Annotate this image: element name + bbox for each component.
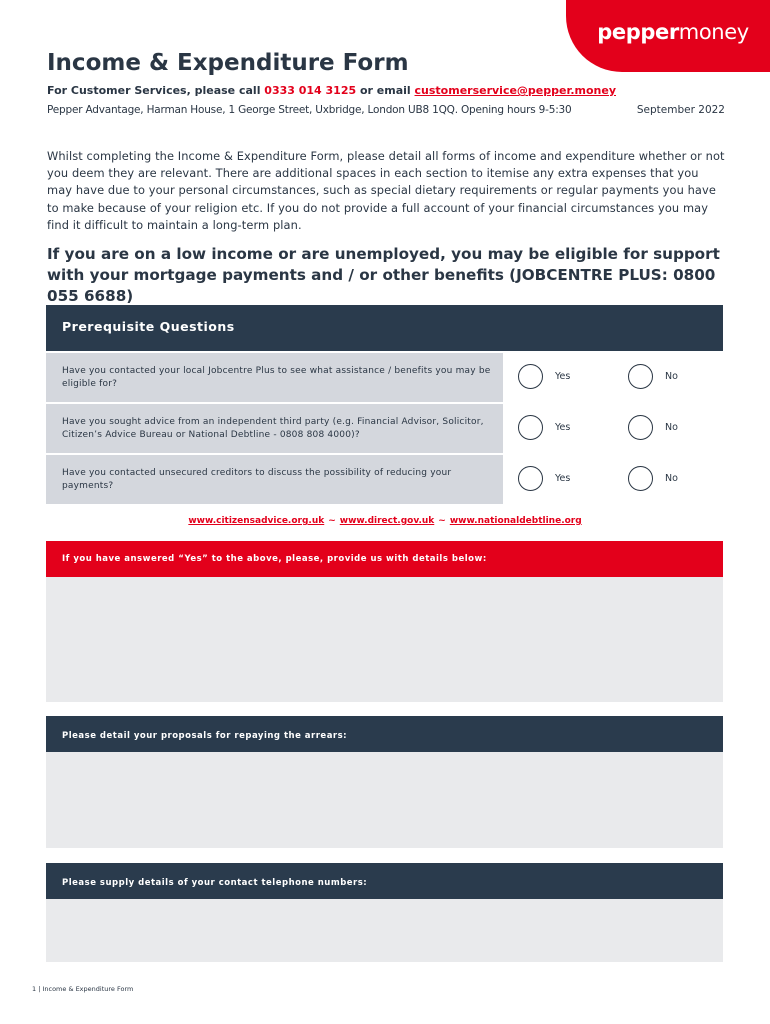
company-address: Pepper Advantage, Harman House, 1 George Street, Uxbridge, London UB8 1QQ. Opening hours 9-5:30 <box>47 104 572 116</box>
intro-paragraph: Whilst completing the Income & Expenditure Form, please detail all forms of income and expenditure whether or not you deem they are relevant. There are additional spaces in each section to itemise any extra expenses that you may have due to your personal circumstances, such as special dietary requirements or regular payments you have to make because of your religion etc. If you do not provide a full account of your financial circumstances you may find it difficult to maintain a long-term plan. <box>47 149 725 232</box>
radio-no-3[interactable] <box>628 466 653 491</box>
radio-yes-1[interactable] <box>518 364 543 389</box>
option-yes[interactable] <box>518 415 570 440</box>
proposals-section-label: Please detail your proposals for repaying the arrears: <box>62 731 348 741</box>
radio-no-2[interactable] <box>628 415 653 440</box>
no-label: No <box>665 371 678 382</box>
option-yes[interactable] <box>518 364 570 389</box>
no-label: No <box>665 473 678 484</box>
radio-no-1[interactable] <box>628 364 653 389</box>
customer-service-line <box>47 84 616 97</box>
question-row-jobcentre <box>46 353 723 402</box>
phones-textbox[interactable] <box>46 899 723 962</box>
question-text: Have you contacted your local Jobcentre Plus to see what assistance / benefits you may be eligible for? <box>46 353 503 402</box>
link-direct-gov[interactable]: www.direct.gov.uk <box>339 516 435 526</box>
radio-yes-2[interactable] <box>518 415 543 440</box>
page-footer: 1 | Income & Expenditure Form <box>32 985 134 993</box>
link-national-debtline[interactable]: www.nationaldebtline.org <box>449 516 582 526</box>
details-section-label: If you have answered “Yes” to the above, please, provide us with details below: <box>62 554 487 564</box>
contact-middle: or email <box>356 84 415 97</box>
yes-label: Yes <box>555 371 571 382</box>
details-section-header <box>46 541 723 577</box>
brand-logo <box>566 0 770 72</box>
logo-wordmark <box>587 20 749 44</box>
option-no[interactable] <box>628 466 678 491</box>
phones-section-header <box>46 863 723 899</box>
prerequisite-header <box>46 305 723 351</box>
proposals-section-header <box>46 716 723 752</box>
phones-section-label: Please supply details of your contact telephone numbers: <box>62 878 368 888</box>
option-no[interactable] <box>628 415 678 440</box>
yes-label: Yes <box>555 422 571 433</box>
proposals-textbox[interactable] <box>46 752 723 848</box>
link-separator: ~ <box>328 516 336 526</box>
question-row-creditors <box>46 455 723 504</box>
link-separator: ~ <box>438 516 446 526</box>
radio-yes-3[interactable] <box>518 466 543 491</box>
question-text: Have you sought advice from an independent third party (e.g. Financial Advisor, Solicitor, Citizen’s Advice Bureau or National Debtline - 0808 808 4000)? <box>46 404 503 453</box>
form-title: Income & Expenditure Form <box>47 50 409 76</box>
prerequisite-title: Prerequisite Questions <box>62 319 235 334</box>
option-yes[interactable] <box>518 466 570 491</box>
advice-links <box>0 516 770 526</box>
logo-part-pepper: pepper <box>597 20 679 44</box>
no-label: No <box>665 422 678 433</box>
yes-label: Yes <box>555 473 571 484</box>
support-notice: If you are on a low income or are unemployed, you may be eligible for support with your mortgage payments and / or other benefits (JOBCENTRE PLUS: 0800 055 6688) <box>47 245 720 305</box>
details-textbox[interactable] <box>46 577 723 702</box>
contact-prefix: For Customer Services, please call <box>47 84 265 97</box>
phone-number: 0333 014 3125 <box>264 84 357 97</box>
logo-part-money: money <box>678 20 749 44</box>
form-date: September 2022 <box>636 104 725 116</box>
link-citizens-advice[interactable]: www.citizensadvice.org.uk <box>188 516 325 526</box>
question-row-advice <box>46 404 723 453</box>
email-link[interactable]: customerservice@pepper.money <box>414 84 616 97</box>
option-no[interactable] <box>628 364 678 389</box>
question-text: Have you contacted unsecured creditors to discuss the possibility of reducing your payments? <box>46 455 503 504</box>
